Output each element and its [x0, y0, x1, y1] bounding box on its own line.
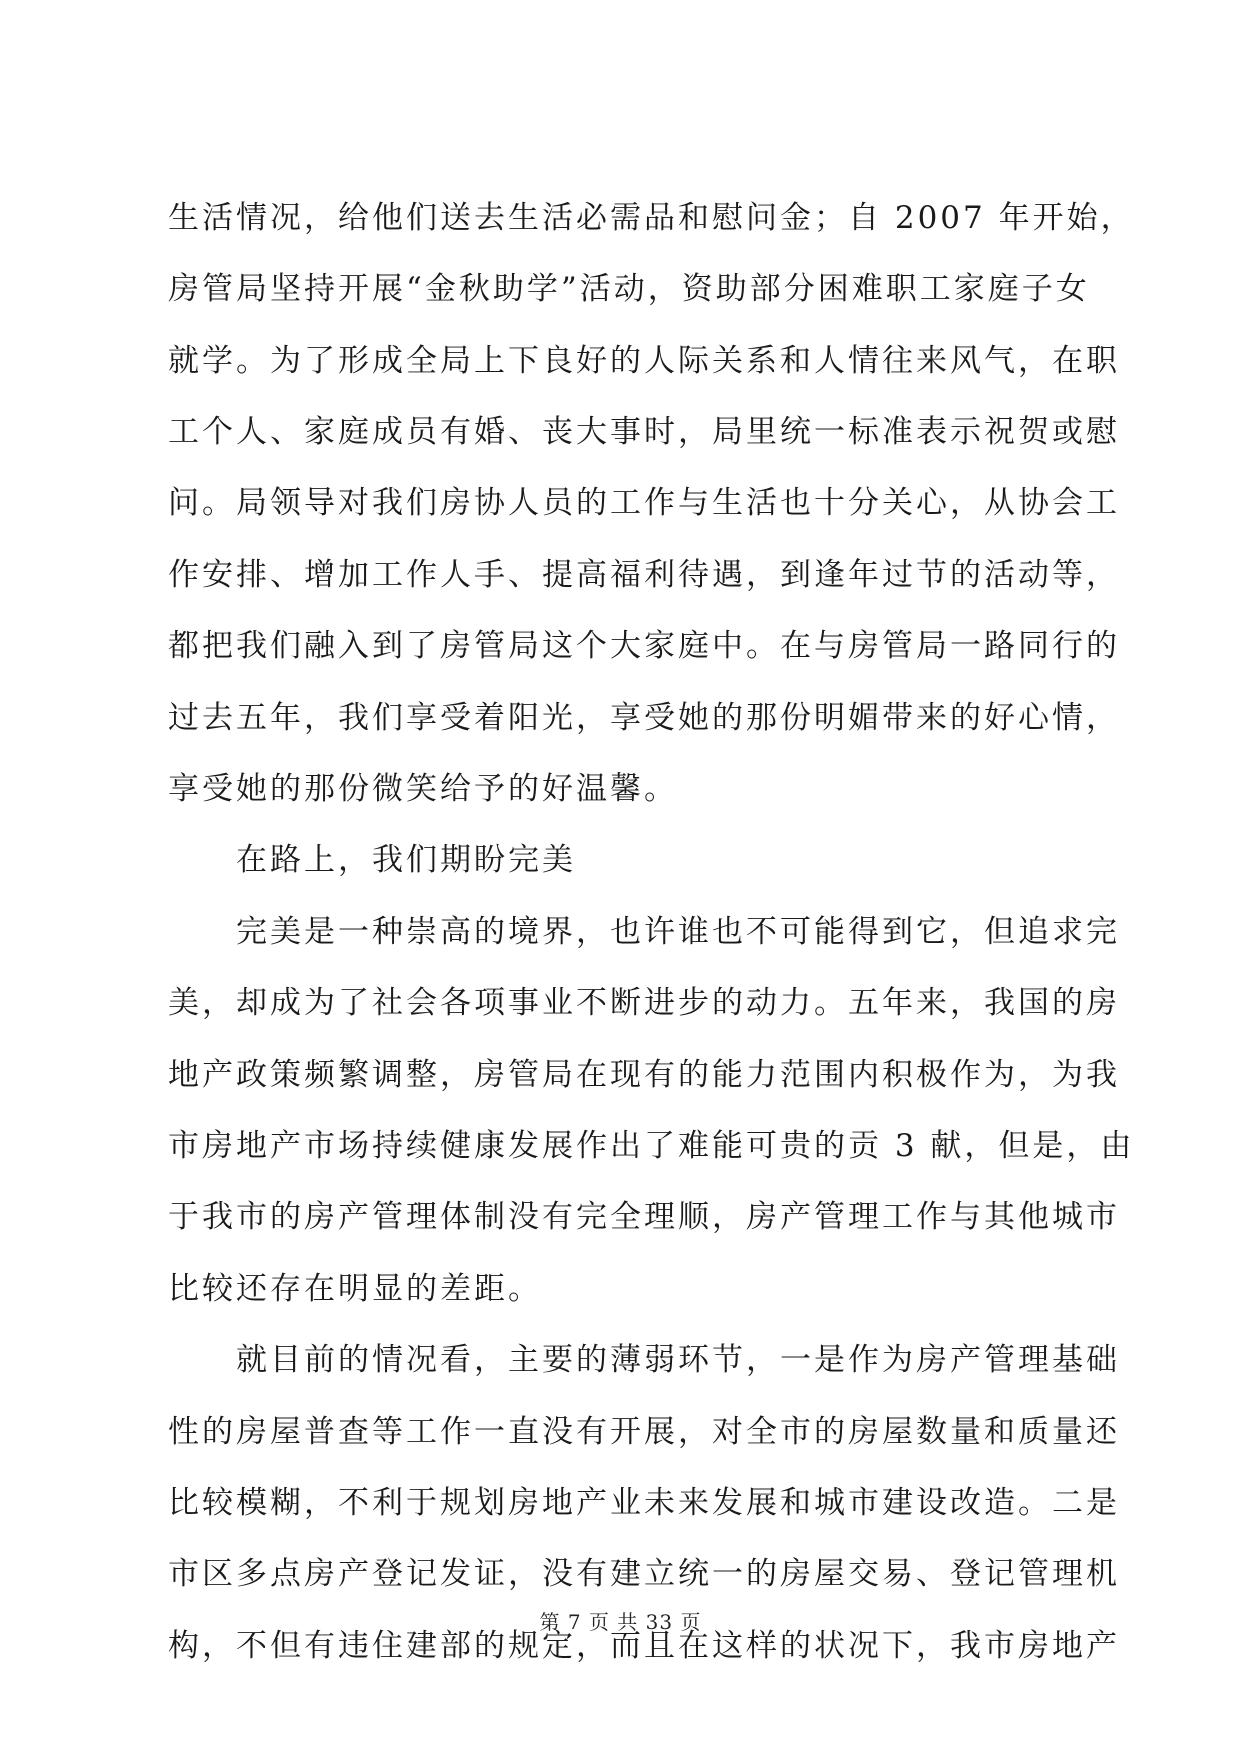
text-line: 作安排、增加工作人手、提高福利待遇，到逢年过节的活动等， — [168, 557, 1120, 593]
text-line: 享受她的那份微笑给予的好温馨。 — [168, 771, 678, 807]
text-line: 比较还存在明显的差距。 — [168, 1271, 542, 1307]
text-line: 市房地产市场持续健康发展作出了难能可贵的贡 3 献，但是，由 — [168, 1128, 1135, 1164]
text-line: 于我市的房产管理体制没有完全理顺，房产管理工作与其他城市 — [168, 1199, 1120, 1235]
text-line: 问。局领导对我们房协人员的工作与生活也十分关心，从协会工 — [168, 485, 1120, 521]
text-line: 美，却成为了社会各项事业不断进步的动力。五年来，我国的房 — [168, 985, 1120, 1021]
text-line: 地产政策频繁调整，房管局在现有的能力范围内积极作为，为我 — [168, 1057, 1120, 1093]
text-line: 就学。为了形成全局上下良好的人际关系和人情往来风气，在职 — [168, 343, 1120, 379]
text-line: 生活情况，给他们送去生活必需品和慰问金；自 2007 年开始， — [168, 200, 1135, 236]
text-line: 都把我们融入到了房管局这个大家庭中。在与房管局一路同行的 — [168, 628, 1120, 664]
text-line: 过去五年，我们享受着阳光，享受她的那份明媚带来的好心情， — [168, 700, 1120, 736]
page-number-footer: 第 7 页 共 33 页 — [539, 1610, 702, 1634]
text-line: 房管局坚持开展“金秋助学”活动，资助部分困难职工家庭子女 — [168, 271, 1090, 307]
text-line: 市区多点房产登记发证，没有建立统一的房屋交易、登记管理机 — [168, 1556, 1120, 1592]
text-line: 比较模糊，不利于规划房地产业未来发展和城市建设改造。二是 — [168, 1485, 1120, 1521]
text-line: 性的房屋普查等工作一直没有开展，对全市的房屋数量和质量还 — [168, 1414, 1120, 1450]
section-heading: 在路上，我们期盼完美 — [236, 842, 576, 878]
text-line: 工个人、家庭成员有婚、丧大事时，局里统一标准表示祝贺或慰 — [168, 414, 1120, 450]
text-line: 构，不但有违住建部的规定，而且在这样的状况下，我市房地产 — [168, 1628, 1120, 1664]
text-line: 就目前的情况看，主要的薄弱环节，一是作为房产管理基础 — [236, 1342, 1120, 1378]
text-line: 完美是一种崇高的境界，也许谁也不可能得到它，但追求完 — [236, 914, 1120, 950]
